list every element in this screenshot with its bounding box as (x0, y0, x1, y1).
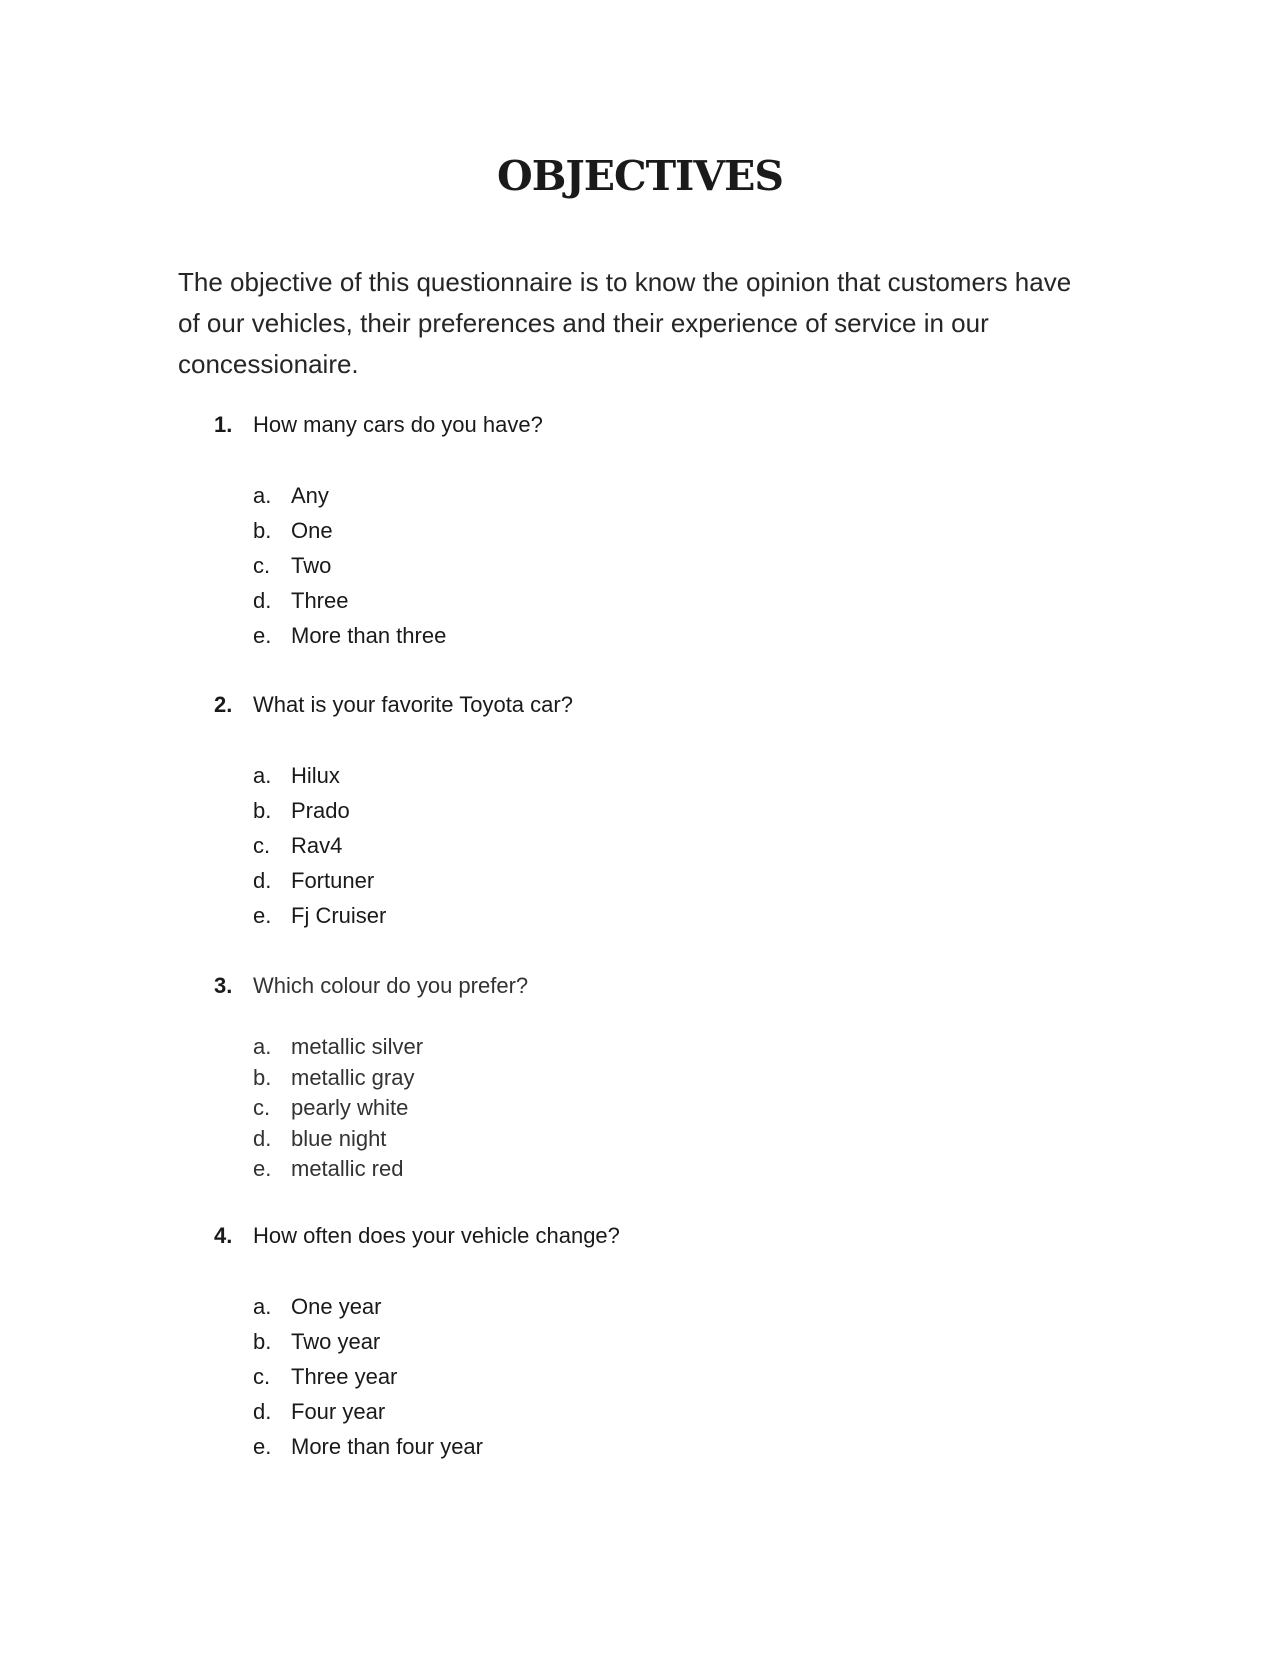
option-item (253, 1429, 483, 1464)
option-label: Rav4 (291, 833, 343, 858)
option-letter: d. (253, 868, 272, 893)
option-letter: c. (253, 553, 271, 578)
question-text: How many cars do you have? (253, 412, 543, 437)
question-text: How often does your vehicle change? (253, 1223, 620, 1248)
option-letter: a. (253, 1034, 272, 1059)
option-item (253, 478, 446, 513)
option-item (253, 548, 446, 583)
option-item (253, 513, 446, 548)
question-4-options (253, 1289, 483, 1464)
page-title: OBJECTIVES (496, 152, 783, 200)
intro-paragraph: The objective of this questionnaire is to know the opinion that customers have of our vehicles, their preferences and their experience of service in our concessionaire. (178, 267, 1072, 379)
question-4 (214, 1222, 620, 1250)
option-letter: d. (253, 1399, 272, 1424)
option-letter: c. (253, 1364, 271, 1389)
option-item (253, 1324, 483, 1359)
option-label: Hilux (291, 763, 340, 788)
option-letter: a. (253, 1294, 272, 1319)
option-label: Three (291, 588, 349, 613)
question-1-options (253, 478, 446, 653)
question-number: 1. (214, 412, 233, 437)
option-label: One (291, 518, 333, 543)
option-item (253, 1289, 483, 1324)
question-3-options (253, 1032, 423, 1185)
option-letter: d. (253, 588, 272, 613)
option-letter: b. (253, 1064, 272, 1090)
option-item (253, 758, 386, 793)
question-number: 4. (214, 1223, 233, 1248)
question-text: What is your favorite Toyota car? (253, 692, 573, 717)
option-label: Prado (291, 798, 350, 823)
option-label: Fj Cruiser (291, 903, 387, 928)
option-item (253, 1154, 423, 1185)
option-label: Fortuner (291, 868, 375, 893)
option-label: One year (291, 1294, 382, 1319)
option-item (253, 863, 386, 898)
option-item (253, 828, 386, 863)
option-item (253, 1032, 423, 1063)
option-item (253, 618, 446, 653)
option-letter: b. (253, 1329, 272, 1354)
option-letter: e. (253, 1156, 272, 1181)
option-label: Three year (291, 1364, 398, 1389)
option-item (253, 1359, 483, 1394)
option-letter: a. (253, 763, 272, 788)
option-label: metallic red (291, 1156, 404, 1181)
option-label: metallic gray (291, 1064, 415, 1090)
option-label: Four year (291, 1399, 386, 1424)
option-label: More than four year (291, 1434, 483, 1459)
option-label: pearly white (291, 1095, 409, 1120)
option-item (253, 898, 386, 933)
option-letter: b. (253, 518, 272, 543)
option-label: blue night (291, 1125, 387, 1151)
option-letter: b. (253, 798, 272, 823)
option-label: Two (291, 553, 332, 578)
option-label: Any (291, 483, 329, 508)
option-letter: c. (253, 1095, 271, 1120)
question-2-options (253, 758, 386, 933)
option-label: Two year (291, 1329, 381, 1354)
question-number: 3. (214, 973, 233, 998)
option-letter: d. (253, 1125, 272, 1151)
option-item (253, 1063, 423, 1094)
option-letter: e. (253, 903, 272, 928)
question-number: 2. (214, 692, 233, 717)
option-label: metallic silver (291, 1034, 424, 1059)
option-item (253, 1124, 423, 1155)
question-text: Which colour do you prefer? (253, 973, 529, 998)
option-letter: a. (253, 483, 272, 508)
option-letter: e. (253, 623, 272, 648)
question-1 (214, 411, 543, 439)
option-letter: e. (253, 1434, 272, 1459)
option-item (253, 583, 446, 618)
option-item (253, 793, 386, 828)
option-item (253, 1394, 483, 1429)
option-label: More than three (291, 623, 447, 648)
question-2 (214, 691, 573, 719)
option-letter: c. (253, 833, 271, 858)
option-item (253, 1093, 423, 1124)
question-3 (214, 972, 528, 1000)
